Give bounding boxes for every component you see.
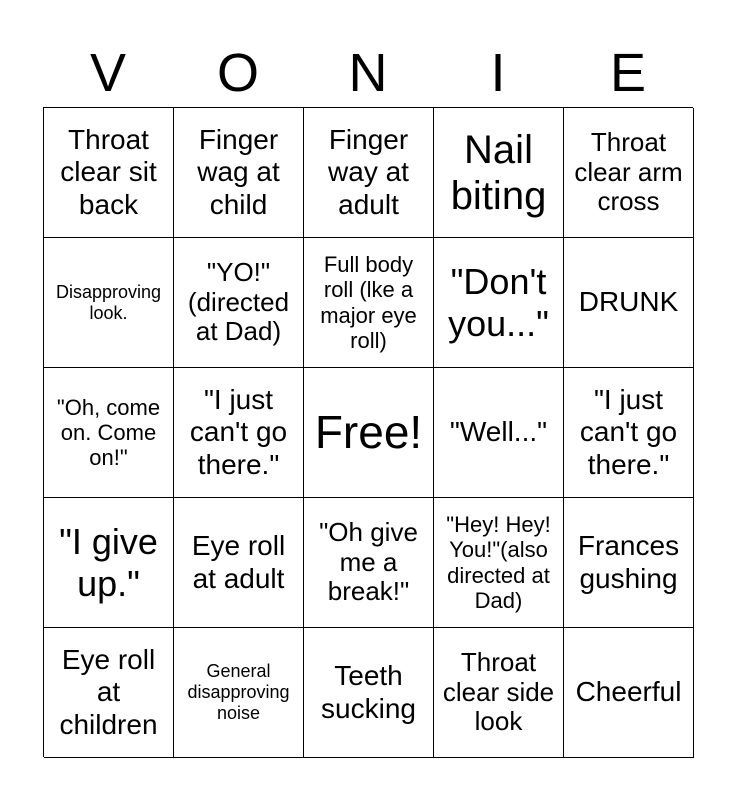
cell-text: Eye roll at adult — [191, 530, 286, 594]
cell-text: "YO!" (directed at Dad) — [187, 256, 290, 347]
free-space-text: Free! — [314, 406, 423, 459]
cell-text: Finger way at adult — [328, 124, 409, 220]
header-letter-e: E — [609, 43, 647, 103]
bingo-cell[interactable] — [304, 238, 434, 368]
bingo-cell[interactable] — [44, 368, 174, 498]
bingo-cell[interactable] — [304, 628, 434, 758]
bingo-cell[interactable] — [174, 498, 304, 628]
bingo-cell[interactable] — [304, 108, 434, 238]
bingo-cell[interactable] — [44, 498, 174, 628]
bingo-cell[interactable] — [44, 108, 174, 238]
cell-text: Throat clear sit back — [60, 124, 157, 220]
bingo-cell[interactable] — [434, 628, 564, 758]
free-space[interactable] — [304, 368, 434, 498]
bingo-cell[interactable] — [44, 238, 174, 368]
cell-text: Throat clear arm cross — [574, 126, 683, 217]
bingo-cell[interactable] — [564, 368, 694, 498]
bingo-cell[interactable] — [174, 238, 304, 368]
bingo-cell[interactable] — [174, 108, 304, 238]
bingo-cell[interactable] — [174, 628, 304, 758]
cell-text: Nail biting — [450, 127, 547, 218]
cell-text: "Well..." — [449, 416, 548, 448]
cell-text: General disapproving noise — [187, 661, 290, 723]
cell-text: "Oh give me a break!" — [319, 516, 418, 607]
cell-text: Frances gushing — [577, 530, 680, 594]
bingo-cell[interactable] — [564, 628, 694, 758]
cell-text: Eye roll at children — [59, 644, 158, 740]
cell-text: "I just can't go there." — [579, 384, 678, 480]
cell-text: Throat clear side look — [442, 646, 555, 737]
cell-text: "I just can't go there." — [189, 384, 288, 480]
bingo-cell[interactable] — [304, 498, 434, 628]
bingo-grid — [43, 107, 693, 757]
cell-text: Finger wag at child — [197, 124, 280, 220]
cell-text: "Oh, come on. Come on!" — [56, 394, 161, 471]
bingo-cell[interactable] — [434, 108, 564, 238]
bingo-cell[interactable] — [434, 238, 564, 368]
header-letter-i: I — [490, 43, 506, 103]
bingo-cell[interactable] — [564, 108, 694, 238]
cell-text: Teeth sucking — [321, 660, 416, 724]
bingo-cell[interactable] — [434, 368, 564, 498]
cell-text: "I give up." — [59, 521, 158, 604]
cell-text: DRUNK — [578, 286, 679, 318]
header-letter-o: O — [216, 43, 259, 103]
cell-text: "Hey! Hey! You!"(also directed at Dad) — [446, 511, 551, 613]
bingo-cell[interactable] — [174, 368, 304, 498]
bingo-cell[interactable] — [434, 498, 564, 628]
header-letter-n: N — [348, 43, 388, 103]
cell-text: "Don't you..." — [448, 261, 549, 344]
bingo-cell[interactable] — [564, 238, 694, 368]
cell-text: Cheerful — [575, 676, 682, 708]
bingo-header — [43, 40, 693, 106]
bingo-cell[interactable] — [564, 498, 694, 628]
bingo-cell[interactable] — [44, 628, 174, 758]
header-letter-v: V — [89, 43, 127, 103]
cell-text: Full body roll (lke a major eye roll) — [320, 251, 417, 353]
cell-text: Disapproving look. — [55, 281, 162, 323]
